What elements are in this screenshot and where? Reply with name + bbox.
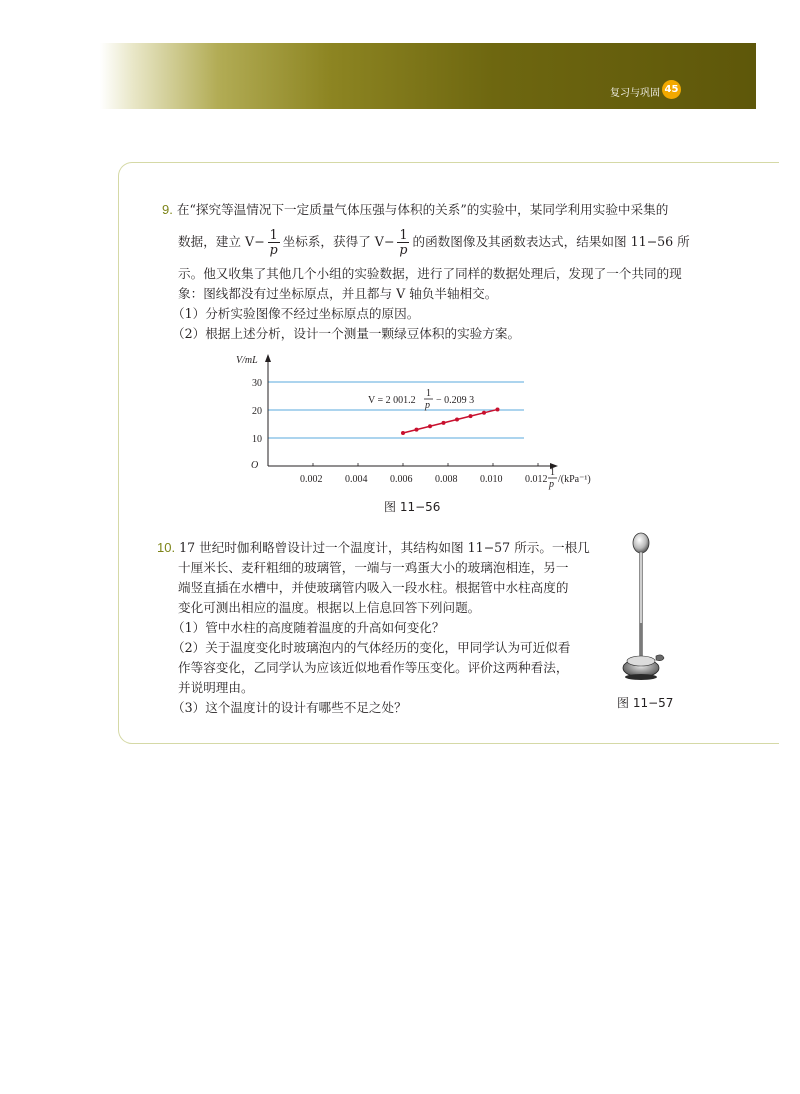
glass-bulb (633, 533, 649, 553)
fraction-one-over-p: $\frac{1}{p}$ (399, 227, 408, 257)
q10-number: 10. (157, 540, 176, 555)
y-axis-arrow (265, 354, 271, 362)
q9-line-3: 示。他又收集了其他几个小组的实验数据，进行了同样的数据处理后，发现了一个共同的现 (178, 266, 682, 281)
vessel-opening (627, 656, 655, 666)
data-point-6 (482, 411, 486, 415)
x-tick-label-0.004: 0.004 (345, 474, 368, 485)
data-point-7 (496, 407, 500, 411)
data-point-0 (401, 431, 405, 435)
water-column (640, 623, 642, 660)
equation-right: − 0.209 3 (436, 395, 475, 406)
galileo-thermometer-illustration (612, 528, 672, 688)
q10-line-3: 端竖直插在水槽中，并使玻璃管内吸入一段水柱。根据管中水柱高度的 (178, 580, 569, 595)
data-point-2 (428, 424, 432, 428)
data-point-1 (415, 428, 419, 432)
vessel-handle (656, 655, 664, 661)
vessel-base (625, 674, 657, 680)
equation-frac-num: 1 (426, 388, 431, 399)
section-title: 复习与巩固 (610, 88, 660, 99)
figure-11-56-caption: 图 11−56 (384, 500, 441, 514)
fraction-one-over-p: $\frac{1}{p}$ (269, 227, 278, 257)
header-band (100, 43, 756, 109)
fit-equation (368, 388, 474, 411)
x-axis-label-numerator: 1 (550, 467, 555, 478)
q10-sub-2-line-3: 并说明理由。 (178, 680, 254, 695)
q9-line-4: 象：图线都没有过坐标原点，并且都与 V 轴负半轴相交。 (178, 286, 498, 301)
x-tick-label-0.006: 0.006 (390, 474, 413, 485)
q10-sub-1: （1）管中水柱的高度随着温度的升高如何变化？ (172, 620, 445, 635)
q9-line-2: 数据，建立 V− $\frac{1}{p}$ 坐标系，获得了 V− $\frac{1}{p}$ 的函数图像及其函数表达式，结果如图 11−56 所 (178, 227, 690, 257)
q9-sub-1: （1）分析实验图像不经过坐标原点的原因。 (172, 306, 420, 321)
origin-label: O (251, 460, 259, 471)
data-point-5 (469, 414, 473, 418)
data-point-3 (442, 421, 446, 425)
q10-line-2: 十厘米长、麦秆粗细的玻璃管，一端与一鸡蛋大小的玻璃泡相连，另一 (178, 560, 569, 575)
x-axis-label-unit: /(kPa⁻¹) (558, 474, 591, 485)
q10-line-1: 10. 17 世纪时伽利略曾设计过一个温度计，其结构如图 11−57 所示。一根几 (157, 540, 590, 555)
q9-line-1: 9. 在“探究等温情况下一定质量气体压强与体积的关系”的实验中，某同学利用实验中采集的 (162, 202, 669, 217)
y-tick-label-10: 10 (252, 434, 262, 445)
q10-sub-3: （3）这个温度计的设计有哪些不足之处？ (172, 700, 407, 715)
x-axis-label-denominator: p (549, 479, 554, 490)
q9-sub-2: （2）根据上述分析，设计一个测量一颗绿豆体积的实验方案。 (172, 326, 521, 341)
x-tick-label-0.012: 0.012 (525, 474, 548, 485)
figure-11-57-caption: 图 11−57 (617, 696, 674, 710)
x-tick-label-0.010: 0.010 (480, 474, 503, 485)
q10-sub-2-line-2: 作等容变化，乙同学认为应该近似地看作等压变化。评价这两种看法， (178, 660, 569, 675)
y-tick-label-20: 20 (252, 406, 262, 417)
equation-left: V = 2 001.2 (368, 395, 416, 406)
volume-vs-inverse-pressure-chart (228, 350, 598, 490)
q10-sub-2-line-1: （2）关于温度变化时玻璃泡内的气体经历的变化，甲同学认为可近似看 (172, 640, 571, 655)
x-tick-label-0.002: 0.002 (300, 474, 323, 485)
x-tick-label-0.008: 0.008 (435, 474, 458, 485)
page-number-badge: 45 (662, 80, 681, 99)
y-tick-label-30: 30 (252, 378, 262, 389)
equation-frac-den: p (425, 400, 430, 411)
data-point-4 (455, 418, 459, 422)
gridlines (268, 382, 524, 438)
q10-line-4: 变化可测出相应的温度。根据以上信息回答下列问题。 (178, 600, 481, 615)
y-axis-label: V/mL (236, 355, 258, 366)
q9-number: 9. (162, 202, 173, 217)
